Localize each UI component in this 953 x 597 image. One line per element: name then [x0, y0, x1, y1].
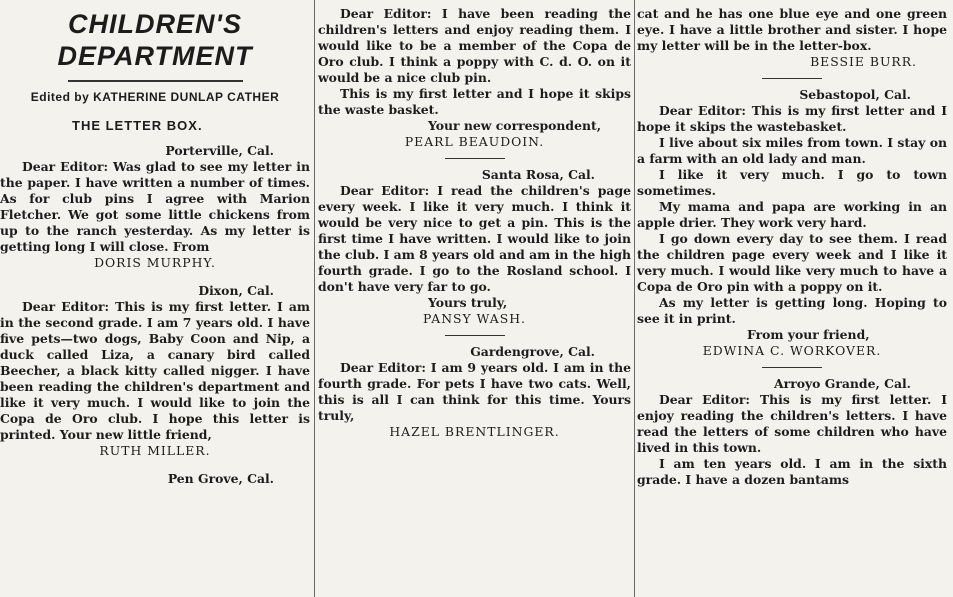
editor-credit: Edited by KATHERINE DUNLAP CATHER: [30, 90, 280, 104]
letter-place: Porterville, Cal.: [165, 143, 274, 158]
letter-body: As my letter is getting long. Hoping to see it in print.: [637, 295, 947, 326]
letter-body: Dear Editor: This is my first letter. I am in the second grade. I am 7 years old. I have five pets—two dogs, Baby Coon and Nip, a duck called Liza, a canary bird called Beecher, a black kitty called nigger. I have been reading the children's department and like it very much. I would like to join the Copa de Oro club. I hope this letter is printed. Your new little friend,: [0, 299, 310, 442]
letter-body: Dear Editor: I am 9 years old. I am in the fourth grade. For pets I have two cats. Well, this is all I can think for this time. Yours truly,: [318, 360, 631, 423]
letter-body: I am ten years old. I am in the sixth grade. I have a dozen bantams: [637, 456, 947, 487]
column-1: [0, 0, 310, 487]
title-rule: [68, 80, 243, 82]
letter-body: Dear Editor: Was glad to see my letter in the paper. I have written a number of times. As for club pins I agree with Marion Fletcher. We got some little chickens from up to the ranch yesterday. As my letter is getting long I will close. From: [0, 159, 310, 254]
letter-closing: Your new correspondent,: [428, 118, 602, 133]
page-title: CHILDREN'S DEPARTMENT: [57, 9, 253, 71]
column-2: [318, 0, 631, 440]
letter-body: Dear Editor: I have been reading the children's letters and enjoy reading them. I would like to be a member of the Copa de Oro club. I think a poppy with C. d. O. on it would be a nice club pin.: [318, 6, 631, 85]
separator-rule: [445, 158, 505, 159]
column-divider: [634, 0, 635, 597]
letter-signature: DORIS MURPHY.: [94, 255, 216, 270]
letter-closing: Yours truly,: [428, 295, 508, 310]
letter-closing: From your friend,: [747, 327, 870, 342]
letter-signature: PANSY WASH.: [423, 311, 526, 326]
letter-body: I go down every day to see them. I read the children page every week and I like it very much. I would like very much to have a Copa de Oro pin with a poppy on it.: [637, 231, 947, 294]
letter-signature: PEARL BEAUDOIN.: [404, 134, 545, 149]
separator-rule: [762, 367, 822, 368]
separator-rule: [445, 335, 505, 336]
letter-body: I live about six miles from town. I stay on a farm with an old lady and man.: [637, 135, 947, 166]
section-heading: THE LETTER BOX.: [72, 118, 203, 133]
separator-rule: [762, 78, 822, 79]
column-3: [637, 0, 947, 488]
letter-body: cat and he has one blue eye and one green eye. I have a little brother and sister. I hope my letter will be in the letter-box.: [637, 6, 947, 53]
letter-body: Dear Editor: This is my first letter. I enjoy reading the children's letters. I have read the letters of some children who have lived in this town.: [637, 392, 947, 455]
letter-body: Dear Editor: I read the children's page every week. I like it very much. I think it would be very nice to get a pin. This is the first time I have written. I would like to join the club. I am 8 years old and am in the high fourth grade. I go to the Rosland school. I don't have very far to go.: [318, 183, 631, 294]
letter-signature: RUTH MILLER.: [99, 443, 211, 458]
letter-place: Pen Grove, Cal.: [167, 471, 274, 486]
letter-place: Gardengrove, Cal.: [470, 344, 595, 359]
letter-place: Dixon, Cal.: [198, 283, 274, 298]
letter-body: This is my first letter and I hope it skips the waste basket.: [318, 86, 631, 117]
letter-place: Santa Rosa, Cal.: [481, 167, 595, 182]
letter-place: Sebastopol, Cal.: [799, 87, 911, 102]
letter-signature: EDWINA C. WORKOVER.: [702, 343, 882, 358]
letter-signature: BESSIE BURR.: [810, 54, 917, 69]
column-divider: [314, 0, 315, 597]
letter-body: I like it very much. I go to town sometimes.: [637, 167, 947, 198]
letter-body: My mama and papa are working in an apple drier. They work very hard.: [637, 199, 947, 230]
letter-place: Arroyo Grande, Cal.: [774, 376, 911, 391]
letter-signature: HAZEL BRENTLINGER.: [389, 424, 560, 439]
letter-body: Dear Editor: This is my first letter and I hope it skips the wastebasket.: [637, 103, 947, 134]
